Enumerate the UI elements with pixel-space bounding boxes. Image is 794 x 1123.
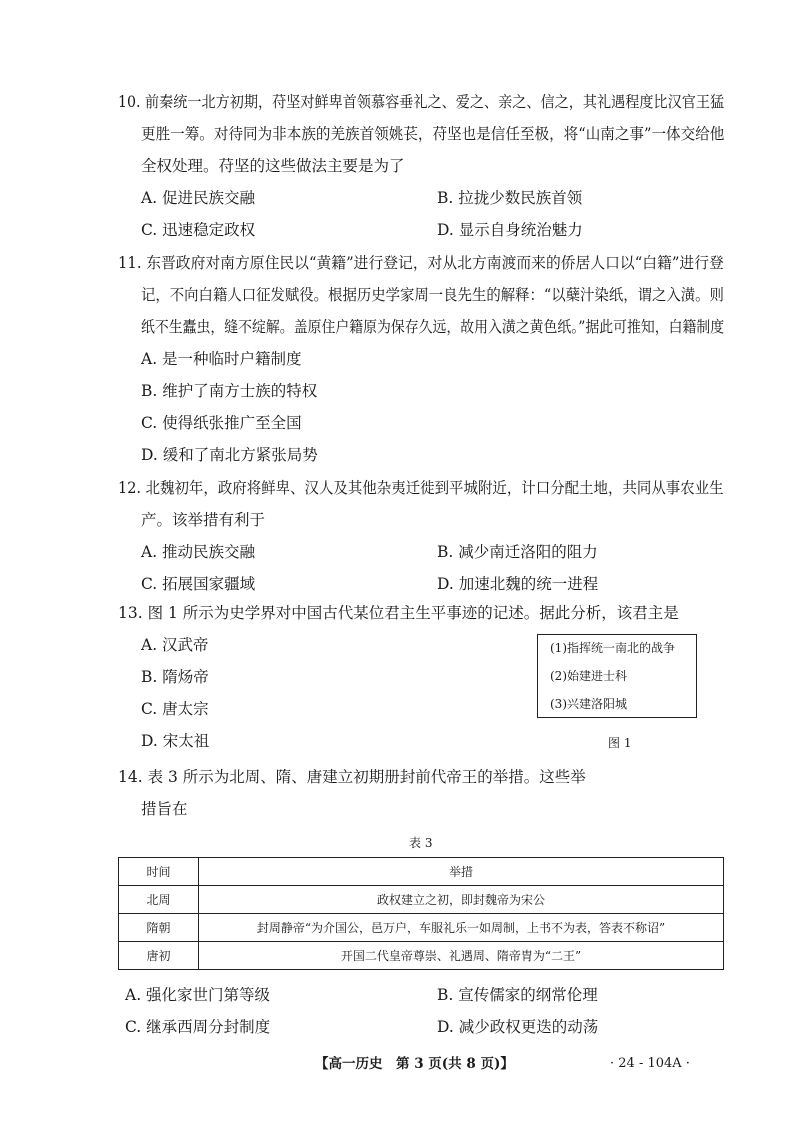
q12-option-d: D. 加速北魏的统一进程 xyxy=(437,575,599,593)
figure-1-box xyxy=(537,634,697,718)
table-cell: 唐初 xyxy=(119,942,199,970)
figure-1-item: (2)始建进士科 xyxy=(550,669,627,683)
q13-option-b: B. 隋炀帝 xyxy=(141,668,209,686)
table-3 xyxy=(118,857,724,970)
q12-option-a: A. 推动民族交融 xyxy=(141,543,256,561)
q11-line-3: 纸不生蠹虫，缝不绽解。盖原住户籍原为保存久远，故用入潢之黄色纸。”据此可推知，白籍制度 xyxy=(141,318,725,336)
table-cell: 北周 xyxy=(119,886,199,914)
q13-option-a: A. 汉武帝 xyxy=(141,636,209,654)
q14-line-1: 14. 表 3 所示为北周、隋、唐建立初期册封前代帝王的举措。这些举 xyxy=(118,768,586,786)
q10-option-b: B. 拉拢少数民族首领 xyxy=(437,189,583,207)
q11-option-b: B. 维护了南方士族的特权 xyxy=(141,382,318,400)
table-cell: 开国二代皇帝尊崇、礼遇周、隋帝胄为“二王” xyxy=(199,942,724,970)
table-cell: 隋朝 xyxy=(119,914,199,942)
figure-1-caption: 图 1 xyxy=(608,736,632,750)
q12-option-b: B. 减少南迁洛阳的阻力 xyxy=(437,543,598,561)
exam-code: · 24 - 104A · xyxy=(610,1056,690,1071)
q10-line-3: 全权处理。苻坚的这些做法主要是为了 xyxy=(141,157,405,175)
table-header-cell: 时间 xyxy=(119,858,199,886)
q12-line-1: 12. 北魏初年，政府将鲜卑、汉人及其他杂夷迁徙到平城附近，计口分配土地，共同从事农业生 xyxy=(118,479,724,497)
q14-option-a: A. 强化家世门第等级 xyxy=(125,986,271,1004)
table-3-caption: 表 3 xyxy=(409,836,433,850)
table-header-cell: 举措 xyxy=(199,858,724,886)
q10-option-d: D. 显示自身统治魅力 xyxy=(437,221,583,239)
q11-option-a: A. 是一种临时户籍制度 xyxy=(141,350,302,368)
page-footer: 【高一历史 第 3 页(共 8 页)】 xyxy=(315,1056,514,1072)
figure-1-item: (1)指挥统一南北的战争 xyxy=(550,641,675,655)
q11-option-c: C. 使得纸张推广至全国 xyxy=(141,414,302,432)
q14-line-2: 措旨在 xyxy=(141,800,188,818)
q12-line-2: 产。该举措有利于 xyxy=(141,511,266,529)
q10-line-2: 更胜一筹。对待同为非本族的羌族首领姚苌，苻坚也是信任至极，将“山南之事”一体交给他 xyxy=(141,125,725,143)
q11-option-d: D. 缓和了南北方紧张局势 xyxy=(141,446,318,464)
q10-option-a: A. 促进民族交融 xyxy=(141,189,256,207)
table-row xyxy=(119,942,724,970)
q12-option-c: C. 拓展国家疆域 xyxy=(141,575,256,593)
q10-option-c: C. 迅速稳定政权 xyxy=(141,221,256,239)
table-row xyxy=(119,914,724,942)
table-header-row xyxy=(119,858,724,886)
figure-1-item: (3)兴建洛阳城 xyxy=(550,697,627,711)
table-row xyxy=(119,886,724,914)
table-cell: 政权建立之初，即封魏帝为宋公 xyxy=(199,886,724,914)
q14-option-c: C. 继承西周分封制度 xyxy=(125,1018,271,1036)
q11-line-1: 11. 东晋政府对南方原住民以“黄籍”进行登记，对从北方南渡而来的侨居人口以“白籍”进行登 xyxy=(118,254,724,272)
table-cell: 封周静帝“为介国公，邑万户，车服礼乐一如周制，上书不为表，答表不称诏” xyxy=(199,914,724,942)
q13-option-d: D. 宋太祖 xyxy=(141,732,210,750)
q11-line-2: 记，不向白籍人口征发赋役。根据历史学家周一良先生的解释：“以蘖汁染纸，谓之入潢。则 xyxy=(141,286,724,304)
q13-line-1: 13. 图 1 所示为史学界对中国古代某位君主生平事迹的记述。据此分析，该君主是 xyxy=(118,604,679,622)
q10-line-1: 10. 前秦统一北方初期，苻坚对鲜卑首领慕容垂礼之、爱之、亲之、信之，其礼遇程度比汉官王猛 xyxy=(118,93,725,111)
q14-option-d: D. 减少政权更迭的动荡 xyxy=(437,1018,599,1036)
q14-option-b: B. 宣传儒家的纲常伦理 xyxy=(437,986,598,1004)
q13-option-c: C. 唐太宗 xyxy=(141,700,209,718)
